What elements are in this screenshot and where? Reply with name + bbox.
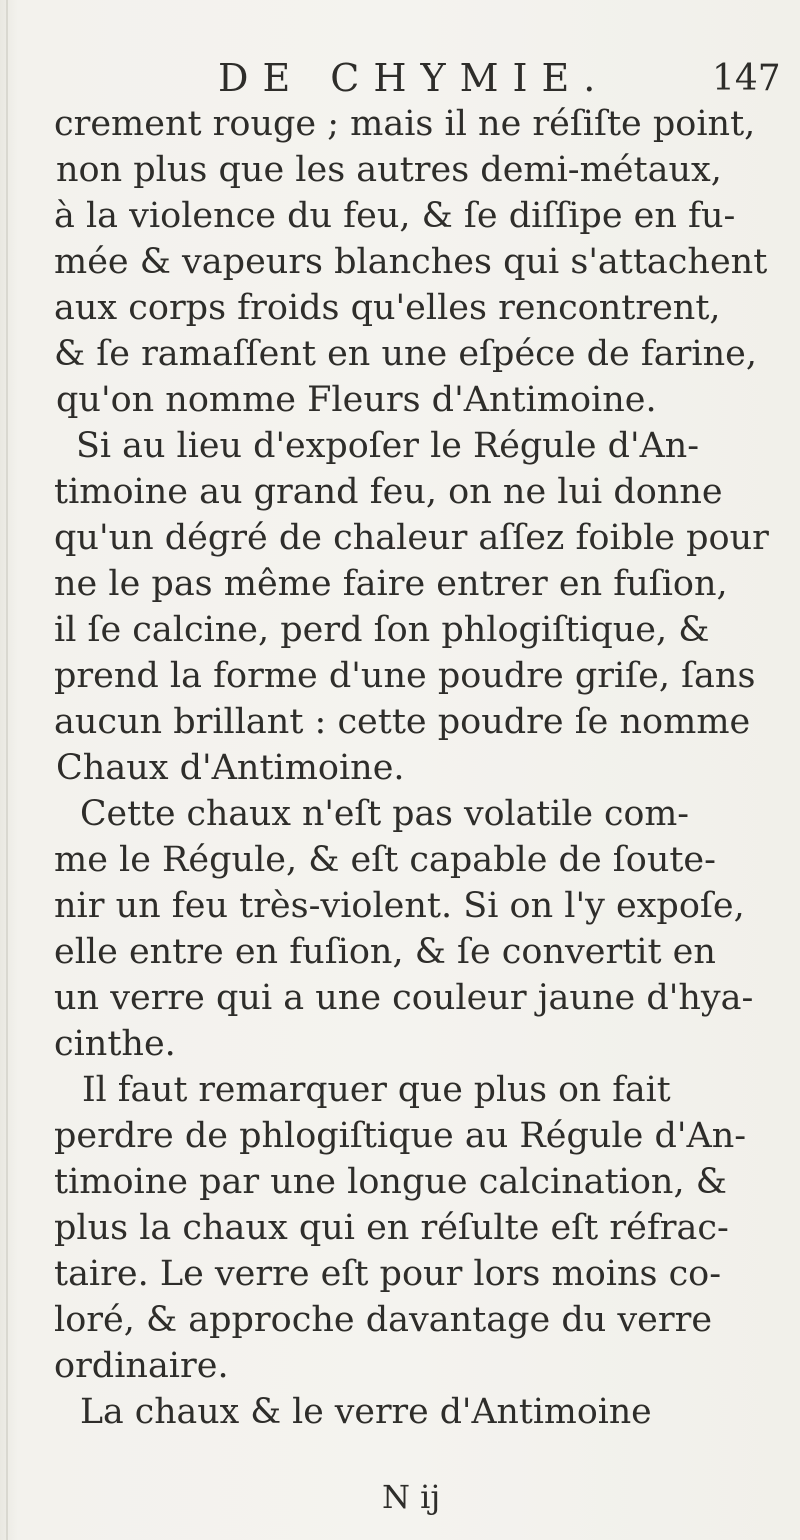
body-text: [54, 101, 769, 1435]
text-line: timoine au grand feu, on ne lui donne: [54, 472, 723, 512]
text-line: me le Régule, & eſt capable de ſoute-: [54, 840, 716, 880]
text-line: qu'on nomme Fleurs d'Antimoine.: [56, 380, 657, 420]
text-line: taire. Le verre eſt pour lors moins co-: [54, 1254, 722, 1294]
text-line: ne le pas même faire entrer en fuſion,: [54, 564, 728, 604]
text-line: mée & vapeurs blanches qui s'attachent: [54, 242, 768, 282]
text-line: aux corps froids qu'elles rencontrent,: [54, 288, 721, 328]
text-line: loré, & approche davantage du verre: [54, 1300, 713, 1340]
text-line: qu'un dégré de chaleur aſſez foible pour: [54, 518, 769, 558]
text-line: elle entre en fuſion, & ſe convertit en: [54, 932, 716, 972]
text-line: nir un feu très-violent. Si on l'y expoſe,: [54, 886, 745, 926]
text-line: il ſe calcine, perd ſon phlogiſtique, &: [54, 610, 710, 650]
text-line: Chaux d'Antimoine.: [56, 748, 405, 788]
text-line: cinthe.: [54, 1024, 176, 1064]
text-line: Cette chaux n'eſt pas volatile com-: [80, 794, 689, 834]
text-line: Si au lieu d'expoſer le Régule d'An-: [76, 426, 700, 466]
text-line: Il faut remarquer que plus on fait: [82, 1070, 671, 1110]
text-line: à la violence du feu, & ſe diſſipe en fu-: [54, 196, 736, 236]
signature-mark: N ij: [382, 1478, 441, 1516]
text-line: perdre de phlogiſtique au Régule d'An-: [54, 1116, 747, 1156]
text-line: crement rouge ; mais il ne réſiſte point,: [54, 104, 756, 144]
gutter-edge: [6, 0, 8, 1540]
running-head: DE CHYMIE.: [218, 56, 610, 100]
text-line: aucun brillant : cette poudre ſe nomme: [54, 702, 751, 742]
page-header: [0, 56, 800, 106]
text-line: prend la forme d'une poudre griſe, ſans: [54, 656, 756, 696]
text-line: La chaux & le verre d'Antimoine: [80, 1392, 652, 1432]
text-line: un verre qui a une couleur jaune d'hya-: [54, 978, 754, 1018]
text-line: timoine par une longue calcination, &: [54, 1162, 727, 1202]
text-line: non plus que les autres demi-métaux,: [56, 150, 722, 190]
text-line: plus la chaux qui en réſulte eſt réfrac-: [54, 1208, 729, 1248]
text-line: ordinaire.: [54, 1346, 229, 1386]
text-line: & ſe ramaſſent en une eſpéce de farine,: [54, 334, 757, 374]
page-number: 147: [712, 58, 781, 99]
